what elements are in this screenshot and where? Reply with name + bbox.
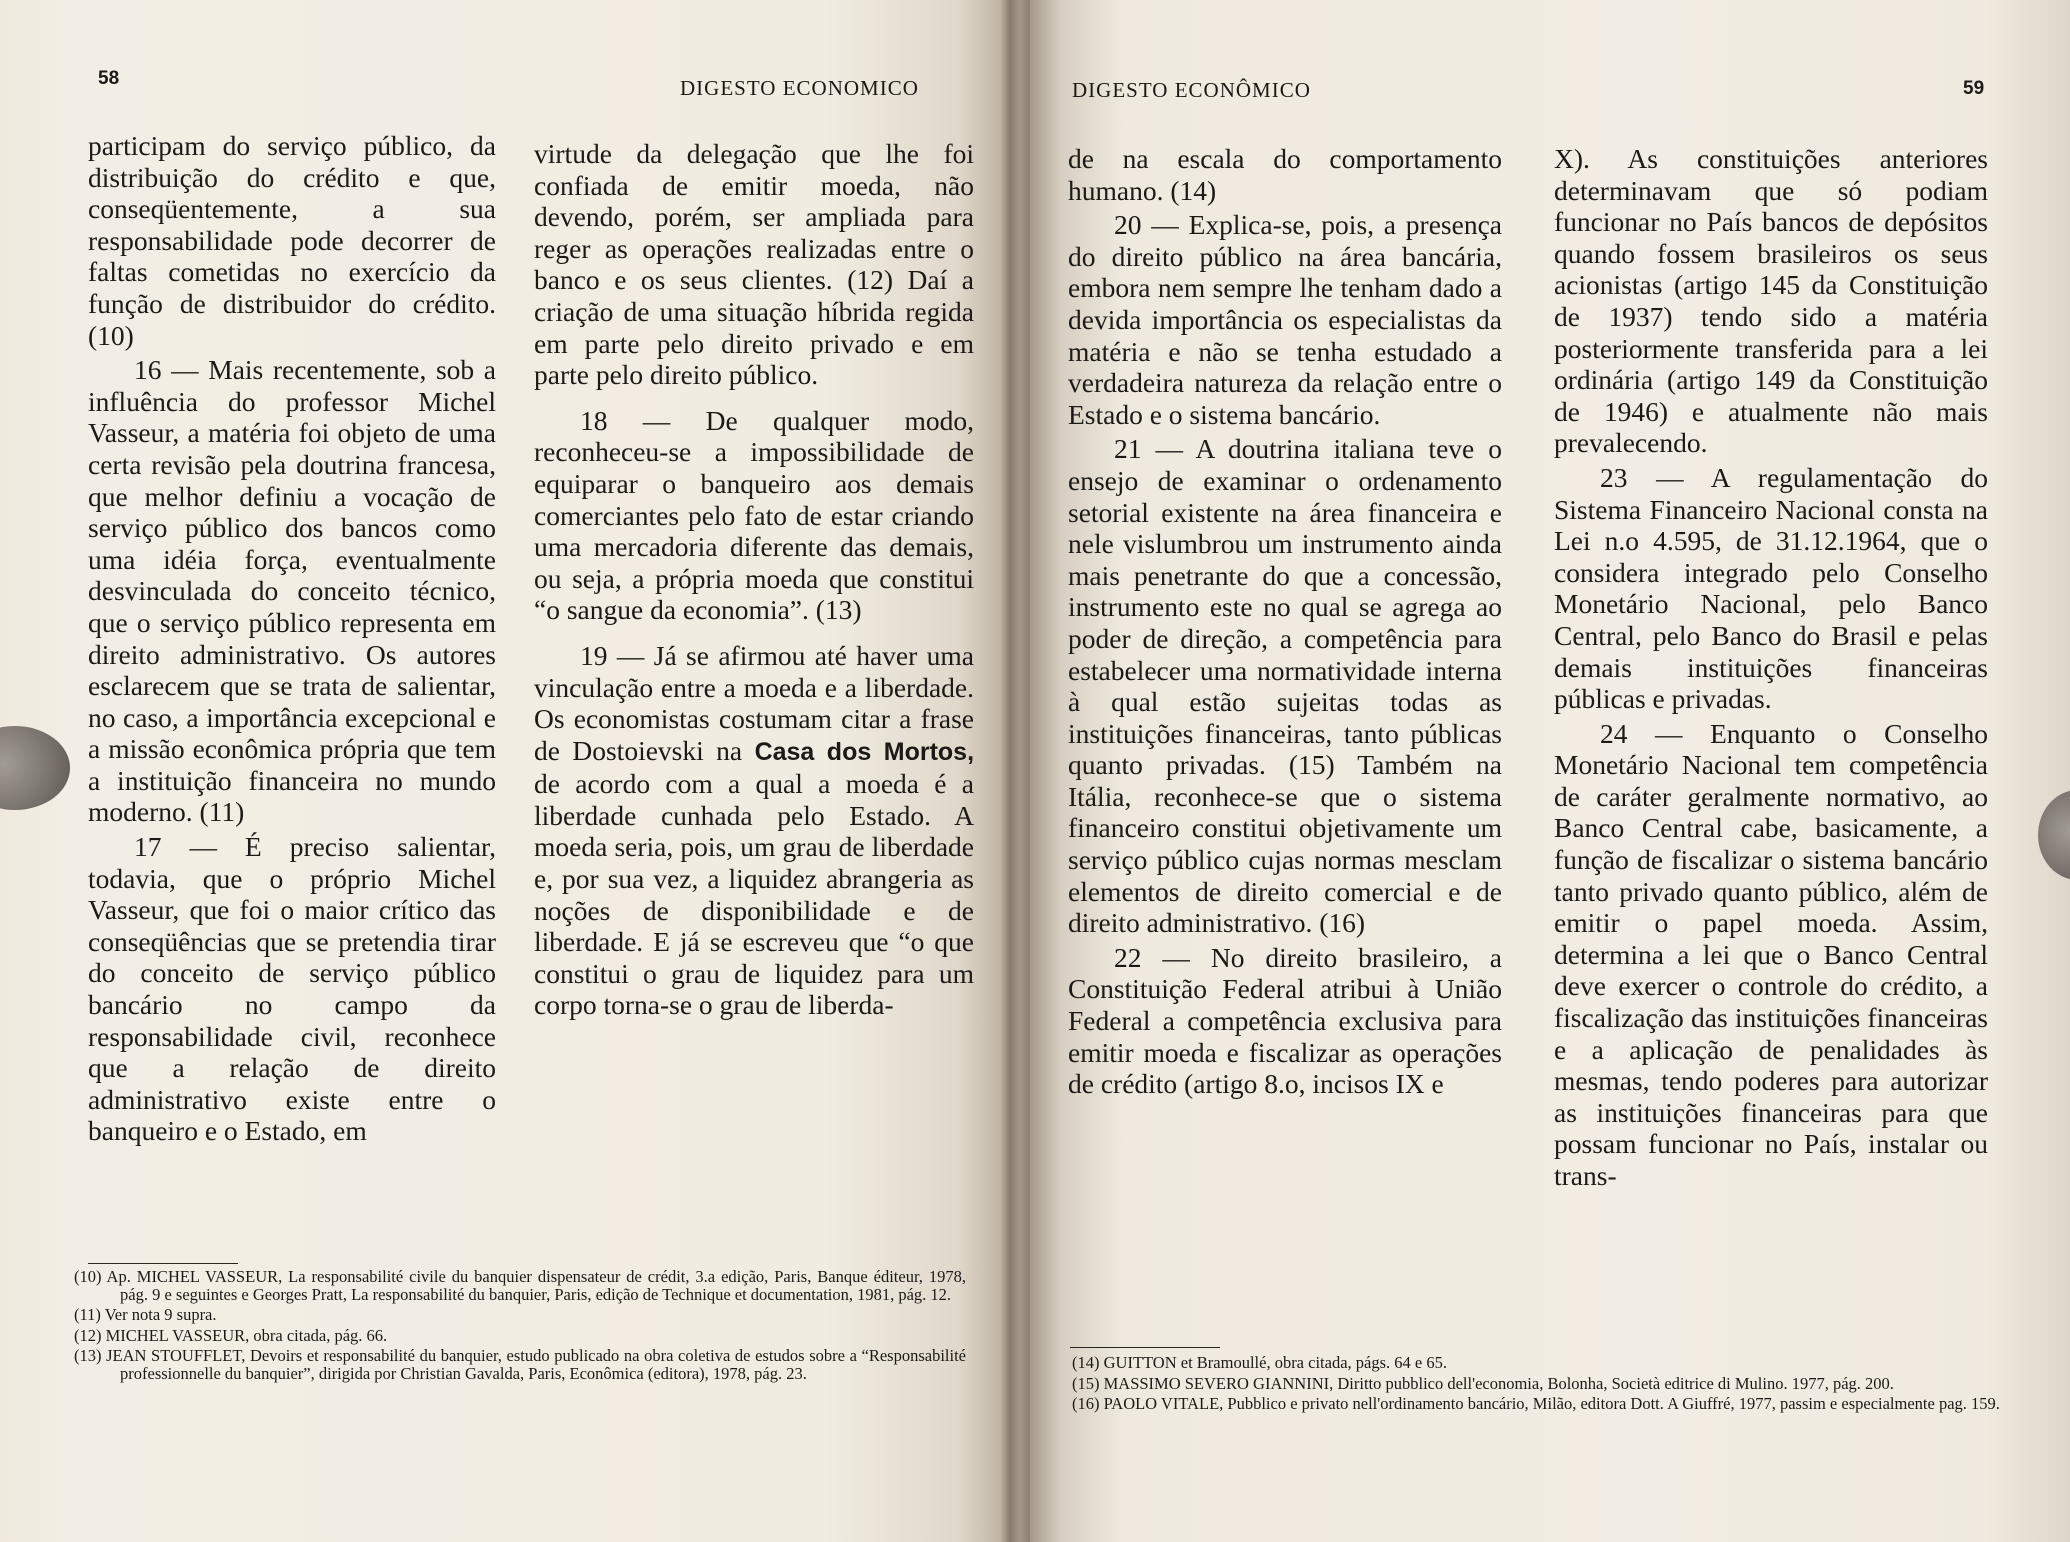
right-footnotes xyxy=(1072,1354,2020,1416)
footnote: (11) Ver nota 9 supra. xyxy=(74,1305,217,1324)
footnote: (13) JEAN STOUFFLET, Devoirs et responsabilité du banquier, estudo publicado na obra coletiva de estudos sobre a “Responsabilité professionnelle du banquier”, dirigida por Christian Gavalda, Paris, Econômica (editora), 1978, pág. 23. xyxy=(74,1346,966,1383)
right-column-1 xyxy=(1068,143,1502,1100)
footnote: (12) MICHEL VASSEUR, obra citada, pág. 66. xyxy=(74,1325,388,1345)
paragraph: 20 — Explica-se, pois, a presença do direito público na área bancária, embora nem sempre lhe tenham dado a devida importância os especialistas da matéria e não se tenha estudado a verdadeira natureza da relação entre o Estado e o sistema bancário. xyxy=(1068,209,1502,430)
page-number: 58 xyxy=(98,68,120,89)
page-number: 59 xyxy=(1963,78,1985,99)
thumb-holding-page xyxy=(2038,790,2070,880)
left-column-1 xyxy=(88,130,496,1147)
text-run: de acordo com a qual a moeda é a liberdade cunhada pelo Estado. A moeda seria, pois, um grau de liberdade e, por sua vez, a liquidez abrangeria as noções de disponibilidade e de liberdade. E já se escreveu que “o que constitui o grau de liquidez para um corpo torna-se o grau de liberda- xyxy=(534,768,974,1021)
right-column-2 xyxy=(1554,143,1988,1192)
thumb-holding-page xyxy=(0,726,70,810)
left-page xyxy=(0,0,1030,1542)
footnote-rule xyxy=(1070,1347,1220,1348)
footnote: (16) PAOLO VITALE, Pubblico e privato nell'ordinamento bancário, Milão, editora Dott. A Giuffré, 1977, passim e especialmente pag. 159. xyxy=(1072,1394,2000,1413)
footnote: (10) Ap. MICHEL VASSEUR, La responsabilité civile du banquier dispensateur de crédit, 3.a edição, Paris, Banque éditeur, 1978, pág. 9 e seguintes e Georges Pratt, La responsabilité du banquier, Paris, edição de Technique et documentation, 1981, pág. 12. xyxy=(74,1267,966,1304)
paragraph: 17 — É preciso salientar, todavia, que o próprio Michel Vasseur, que foi o maior crítico das conseqüências que se pretendia tirar do conceito de serviço público bancário no campo da responsabilidade civil, reconhece que a relação de direito administrativo existe entre o banqueiro e o Estado, em xyxy=(88,831,496,1147)
paragraph: 24 — Enquanto o Conselho Monetário Nacional tem competência de caráter geralmente normativo, ao Banco Central cabe, basicamente, a função de fiscalizar o sistema bancário tanto privado quanto público, além de emitir o papel moeda. Assim, determina a lei que o Banco Central deve exercer o controle do crédito, a fiscalização das instituições financeiras e a aplicação de penalidades às mesmas, tendo poderes para autorizar as instituições financeiras para que possam funcionar no País, instalar ou trans- xyxy=(1554,717,1988,1191)
text-run: 19 — Já se afirmou até haver uma vinculação entre a moeda e a liberdade. Os economistas costumam citar a frase de Dostoievski na xyxy=(534,639,974,766)
paragraph: participam do serviço público, da distribuição do crédito e que, conseqüentemente, a sua responsabilidade pode decorrer de faltas cometidas no exercício da função de distribuidor do crédito. (10) xyxy=(88,130,496,351)
book-title: Casa dos Mortos, xyxy=(754,737,975,766)
running-head: DIGESTO ECONÔMICO xyxy=(1072,78,1311,102)
paragraph: 22 — No direito brasileiro, a Constituição Federal atribui à União Federal a competência exclusiva para emitir moeda e fiscalizar as operações de crédito (artigo 8.o, incisos IX e xyxy=(1068,941,1502,1100)
footnote-rule xyxy=(88,1263,238,1264)
footnote: (14) GUITTON et Bramoullé, obra citada, págs. 64 e 65. xyxy=(1072,1353,1447,1372)
footnote: (15) MASSIMO SEVERO GIANNINI, Diritto pubblico dell'economia, Bolonha, Società editrice di Mulino. 1977, pág. 200. xyxy=(1072,1373,1894,1393)
paragraph: 18 — De qualquer modo, reconheceu-se a impossibilidade de equiparar o banqueiro aos demais comerciantes pelo fato de estar criando uma mercadoria diferente das demais, ou seja, a própria moeda que constitui “o sangue da economia”. (13) xyxy=(534,404,974,626)
left-column-2 xyxy=(534,138,974,1021)
paragraph: X). As constituições anteriores determinavam que só podiam funcionar no País bancos de depósitos quando fossem brasileiros os seus acionistas (artigo 145 da Constituição de 1937) tendo sido a matéria posteriormente transferida para a lei ordinária (artigo 149 da Constituição de 1946) e atualmente não mais prevalecendo. xyxy=(1554,143,1988,459)
paragraph: virtude da delegação que lhe foi confiada de emitir moeda, não devendo, porém, ser ampliada para reger as operações realizadas entre o banco e os seus clientes. (12) Daí a criação de uma situação híbrida regida em parte pelo direito privado e em parte pelo direito público. xyxy=(534,138,974,391)
paragraph xyxy=(534,640,974,1021)
paragraph: de na escala do comportamento humano. (14) xyxy=(1068,143,1502,206)
book-gutter xyxy=(1000,0,1020,1542)
left-footnotes xyxy=(74,1268,966,1385)
running-head: DIGESTO ECONOMICO xyxy=(680,76,919,100)
right-page xyxy=(1030,0,2070,1542)
paragraph: 21 — A doutrina italiana teve o ensejo de examinar o ordenamento setorial existente na área financeira e nele vislumbrou um instrumento ainda mais penetrante do que a concessão, instrumento este no qual se agrega ao poder de direção, a competência para estabelecer uma normatividade interna à qual estão sujeitas todas as instituições financeiras, tanto públicas quanto privadas. (15) Também na Itália, reconhece-se que o sistema financeiro constitui objetivamente um serviço público cujas normas mesclam elementos de direito comercial e de direito administrativo. (16) xyxy=(1068,433,1502,939)
paragraph: 23 — A regulamentação do Sistema Financeiro Nacional consta na Lei n.o 4.595, de 31.12.1964, que o considera integrado pelo Conselho Monetário Nacional, pelo Banco Central, pelo Banco do Brasil e pelas demais instituições financeiras públicas e privadas. xyxy=(1554,461,1988,715)
paragraph: 16 — Mais recentemente, sob a influência do professor Michel Vasseur, a matéria foi objeto de uma certa revisão pela doutrina francesa, que melhor definiu a vocação de serviço público dos bancos como uma idéia força, eventualmente desvinculada do conceito técnico, que o serviço público representa em direito administrativo. Os autores esclarecem que se trata de salientar, no caso, a importância excepcional e a missão econômica própria que tem a instituição financeira no mundo moderno. (11) xyxy=(88,354,496,828)
